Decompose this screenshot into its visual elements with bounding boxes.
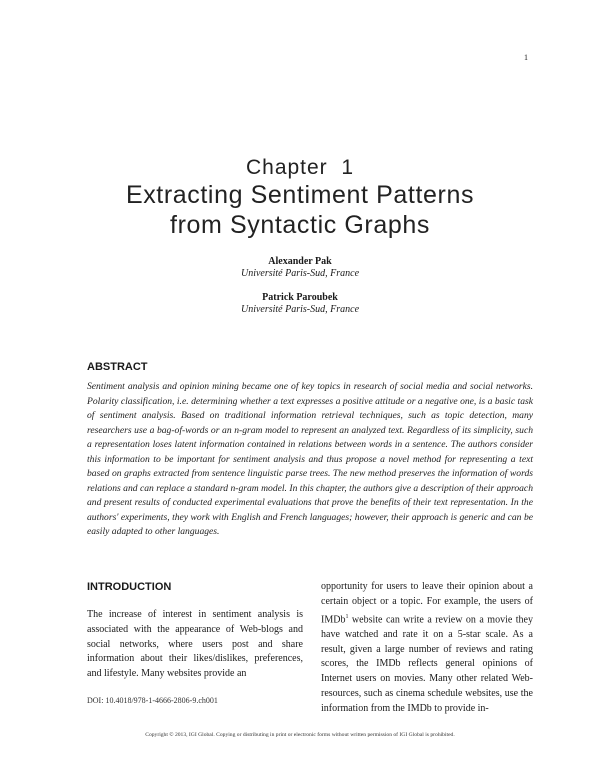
- chapter-label: Chapter 1: [245, 156, 355, 179]
- chapter-title-line-2: from Syntactic Graphs: [170, 211, 430, 239]
- introduction-column-2: [321, 580, 533, 717]
- author-affiliation: Université Paris-Sud, France: [240, 268, 360, 279]
- introduction-text: opportunity for users to leave their opinion about a certain object or a topic. For example, the users of IMDb: [321, 581, 533, 625]
- author-block: [0, 292, 600, 316]
- footnote-marker[interactable]: 1: [345, 613, 349, 620]
- abstract-text: Sentiment analysis and opinion mining became one of key topics in research of social media and social networks. Polarity classification, i.e. determining whether a text expresses a positive attitude or a negative one, is a basic task of sentiment analysis. Based on traditional information retrieval techniques, such as topic detection, many researchers use a bag-of-words or an n-gram model to represent an analyzed text. Regardless of its simplicity, such a representation loses latent information contained in relations between words in a sentence. The authors consider this information to be important for sentiment analysis and thus propose a novel method for representing a text based on graphs extracted from sentence linguistic parse trees. The new method preserves the information of words relations and can replace a standard n-gram model. In this chapter, the authors give a description of their approach and present results of conducted experimental evaluations that prove the benefits of their text representation. In the authors' experiments, they work with English and French languages; however, their approach is generic and can be easily adapted to other languages.: [87, 381, 533, 537]
- author-affiliation: Université Paris-Sud, France: [240, 304, 360, 315]
- copyright-notice: Copyright © 2013, IGI Global. Copying or distributing in print or electronic forms without written permission of IGI Global is prohibited.: [145, 732, 455, 738]
- introduction-text: website can write a review on a movie they have watched and rate it on a 5-star scale. As a result, given a large number of reviews and rating scores, the IMDb reflects general opinions of Internet users on movies. Many other related Web-resources, such as cinema schedule websites, use the information from the IMDb to provide in-: [321, 613, 533, 714]
- doi-label: DOI: 10.4018/978-1-4666-2806-9.ch001: [87, 696, 218, 705]
- author-name: Alexander Pak: [268, 256, 332, 267]
- chapter-title-line-1: Extracting Sentiment Patterns: [125, 181, 475, 209]
- introduction-column-1: The increase of interest in sentiment analysis is associated with the appearance of Web-blogs and social networks, where users post and share information about their likes/dislikes, preferences, and lifestyle. Many websites provide an: [87, 609, 303, 680]
- author-block: [0, 256, 600, 280]
- author-name: Patrick Paroubek: [262, 292, 338, 303]
- abstract-heading: ABSTRACT: [87, 361, 148, 373]
- chapter-title: [60, 180, 540, 240]
- page-number: 1: [524, 53, 528, 62]
- introduction-heading: INTRODUCTION: [87, 581, 172, 593]
